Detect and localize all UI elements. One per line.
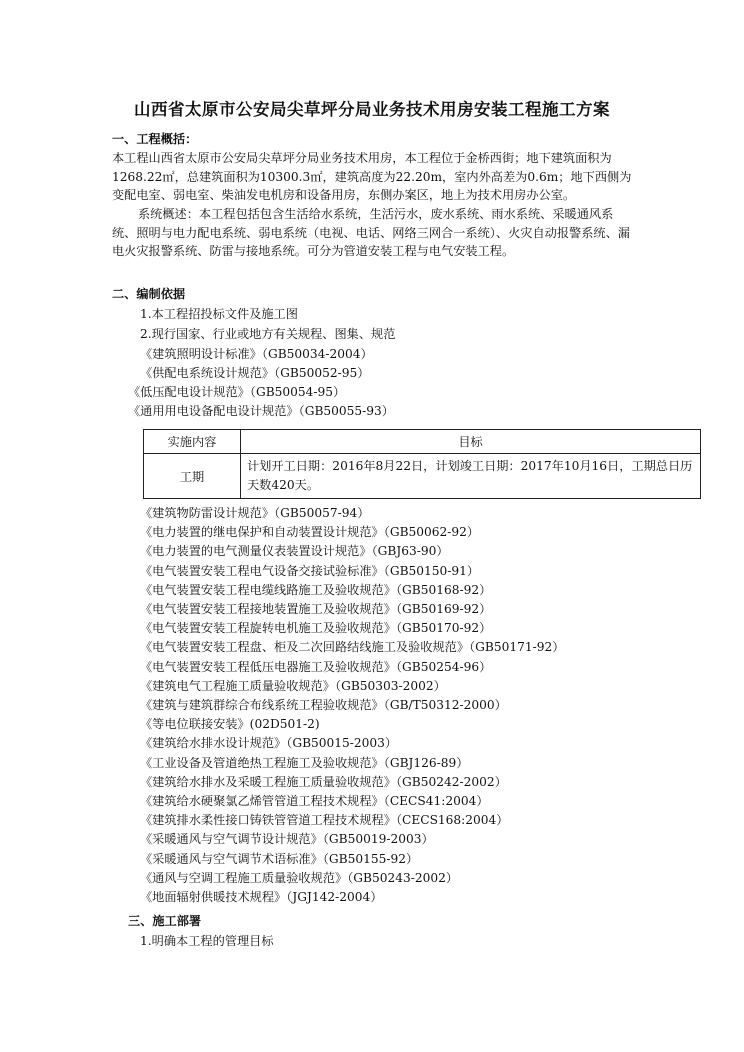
deployment-item: 1.明确本工程的管理目标 <box>140 934 274 948</box>
list-item: 《电气装置安装工程盘、柜及二次回路结线施工及验收规范》（GB50171-92） <box>140 640 565 655</box>
list-item: 《工业设备及管道绝热工程施工及验收规范》（GBJ126-89） <box>140 755 469 770</box>
basis-item: 2.现行国家、行业或地方有关规程、图集、规范 <box>140 327 396 341</box>
list-item: 《建筑排水柔性接口铸铁管管道工程技术规程》（CECS168:2004） <box>140 813 509 828</box>
list-item: 《建筑给水排水及采暖工程施工质量验收规范》（GB50242-2002） <box>140 774 507 789</box>
basis-item: 《供配电系统设计规范》（GB50052-95） <box>140 366 370 380</box>
list-item: 《等电位联接安装》(02D501-2) <box>140 717 320 732</box>
list-item: 《电气装置安装工程接地装置施工及验收规范》（GB50169-92） <box>140 602 492 617</box>
basis-item: 《建筑照明设计标准》（GB50034-2004） <box>140 347 373 361</box>
list-item: 《电力装置的继电保护和自动装置设计规范》（GB50062-92） <box>140 525 480 540</box>
page-title: 山西省太原市公安局尖草坪分局业务技术用房安装工程施工方案 <box>134 100 610 119</box>
section-heading-overview: 一、工程概括： <box>112 132 198 146</box>
basis-item: 《通用用电设备配电设计规范》（GB50055-93） <box>128 404 394 418</box>
overview-paragraph: 本工程山西省太原市公安局尖草坪分局业务技术用房，本工程位于金桥西街；地下建筑面积为1268.22㎡，总建筑面积为10300.3㎡，建筑高度为22.20m，室内外高差为0.6m；地下西侧为变配电室、弱电室、柴油发电机房和设备用房，东侧办案区，地上为技术用房办公室。 <box>112 151 632 203</box>
list-item: 《采暖通风与空气调节设计规范》（GB50019-2003） <box>140 832 434 847</box>
table-cell-label: 工期 <box>144 454 241 499</box>
table-header-cell: 实施内容 <box>144 430 241 454</box>
section-heading-basis: 二、编制依据 <box>112 287 186 301</box>
list-item: 《电力装置的电气测量仪表装置设计规范》（GBJ63-90） <box>140 544 449 559</box>
list-item: 《建筑给水硬聚氯乙烯管管道工程技术规程》（CECS41:2004） <box>140 794 489 809</box>
list-item: 《建筑电气工程施工质量验收规范》（GB50303-2002） <box>140 678 446 693</box>
list-item: 《电气装置安装工程电缆线路施工及验收规范》（GB50168-92） <box>140 582 492 597</box>
list-item: 《电气装置安装工程低压电器施工及验收规范》（GB50254-96） <box>140 659 492 674</box>
table-header-cell: 目标 <box>241 430 701 454</box>
standards-list <box>140 504 564 907</box>
list-item: 《建筑物防雷设计规范》（GB50057-94） <box>140 506 370 520</box>
list-item: 《采暖通风与空气调节术语标准》（GB50155-92） <box>140 851 419 866</box>
basis-item: 《低压配电设计规范》（GB50054-95） <box>128 385 346 399</box>
schedule-table <box>143 429 701 499</box>
section-heading-deployment: 三、施工部署 <box>128 914 202 928</box>
list-item: 《电气装置安装工程电气设备交接试验标准》（GB50150-91） <box>140 563 480 578</box>
list-item: 《建筑与建筑群综合布线系统工程验收规范》（GB/T50312-2000） <box>140 698 507 713</box>
list-item: 《地面辐射供暖技术规程》（JGJ142-2004） <box>140 890 383 905</box>
table-header-row <box>144 430 701 454</box>
system-overview-paragraph: 系统概述：本工程包括包含生活给水系统，生活污水，废水系统、雨水系统、采暖通风系统、照明与电力配电系统、弱电系统（电视、电话、网络三网合一系统）、火灾自动报警系统、漏电火灾报警系统、防雷与接地系统。可分为管道安装工程与电气安装工程。 <box>112 207 630 259</box>
basis-item: 1.本工程招投标文件及施工图 <box>140 307 298 321</box>
list-item: 《建筑给水排水设计规范》（GB50015-2003） <box>140 736 398 751</box>
list-item: 《电气装置安装工程旋转电机施工及验收规范》（GB50170-92） <box>140 621 492 636</box>
table-row <box>144 454 701 499</box>
table-cell-value: 计划开工日期：2016年8月22日，计划竣工日期：2017年10月16日，工期总日历天数420天。 <box>241 454 701 499</box>
list-item: 《通风与空调工程施工质量验收规范》（GB50243-2002） <box>140 870 459 885</box>
